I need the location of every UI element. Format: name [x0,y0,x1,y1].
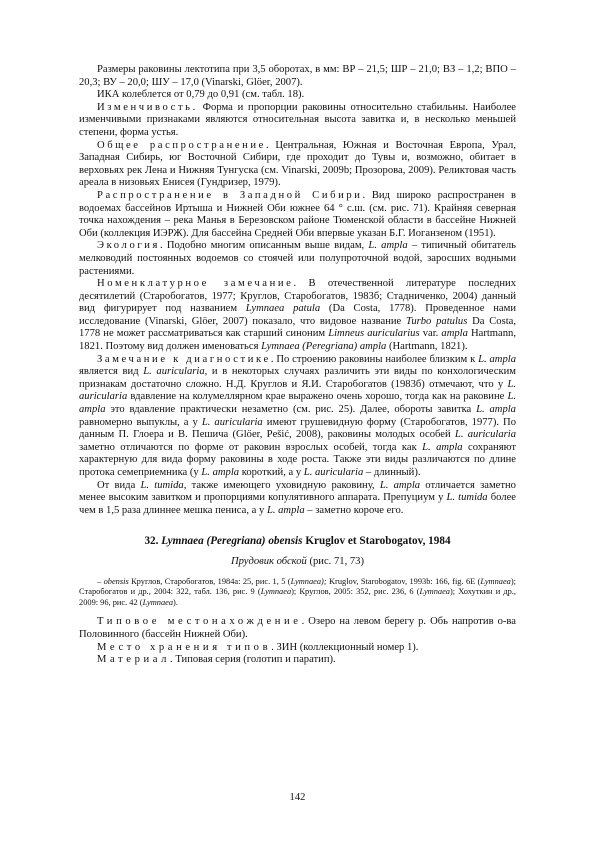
text-column [79,64,516,667]
section-label-type-depository: Место хранения типов [97,641,272,653]
paragraph-material: Материал. Типовая серия (голотип и паратип). [97,654,336,666]
section-label-ecology: Экология [97,240,161,252]
page-number: 142 [289,792,306,803]
section-label-diagnostics: Замечание к диагностике [97,353,271,365]
section-label-general-distribution: Общее распространение [97,139,266,151]
paragraph-nomenclature: Номенклатурное замечание. В отечественной литературе последних десятилетий (Старобогатов, 1977; Круглов, Старобогатов, 1983б; Стадниченко, 2004) данный вид фигурирует под названием Lymnaea patula (Da Costa, 1778). Проведенное нами исследование (Vinarski, Glöer, 2007) показало, что видовое название Turbo patulus Da Costa, 1778 не может рассматриваться как старший синоним Limneus auricularius var. ampla Hartmann, 1821. Поэтому вид должен именоваться Lymnaea (Peregriana) ampla (Hartmann, 1821). [79,278,517,353]
paragraph-diagnostics: Замечание к диагностике. По строению раковины наиболее близким к L. ampla является вид L. auricularia, и в некоторых случаях различить эти виды по конхологическим признакам достаточно сложно. Н.Д. Круглов и Я.И. Старобогатов (1983б) отмечают, что у L. auricularia вдавление на колумеллярном крае выражено очень хорошо, тогда как на раковине L. ampla это вдавление практически незаметно (см. рис. 25). Далее, обороты завитка L. ampla равномерно выпуклы, а у L. auricularia имеют грушевидную форму (Старобогатов, 1977). По данным П. Глоера и В. Пешича (Glöer, Pešić, 2008), раковины молодых особей L. auricularia заметно отличаются по форме от раковин взрослых особей, тогда как L. ampla сохраняют характерную для вида форму раковины в ходе роста. Также эти виды различаются по длине протока семеприемника (у L. ampla короткий, а у L. auricularia – длинный). [79,353,516,478]
section-label-material: Материал [97,654,171,666]
paragraph-shell-measurements: Размеры раковины лектотипа при 3,5 оборотах, в мм: ВР – 21,5; ШР – 21,0; ВЗ – 1,2; ВПО – 20,3; ВУ – 20,0; ШУ – 17,0 (Vinarski, Glöer, 2007). [79,64,516,88]
paragraph-west-siberia-distribution: Распространение в Западной Сибири. Вид широко распространен в водоемах бассейнов Иртыша и Нижней Оби южнее 64 ° с.ш. (см. рис. 71). Крайняя северная точка нахождения – река Манья в Березовском районе Тюменской области в бассейне Нижней Оби (коллекция ИЭРЖ). Для бассейна Средней Оби впервые указан Б.Г. Иоганзеном (1951). [79,189,516,239]
paragraph-type-locality: Типовое местонахождение. Озеро на левом берегу р. Обь напротив о-ва Половинного (бассейн Нижней Оби). [79,616,516,640]
section-label-type-locality: Типовое местонахождение [97,616,302,628]
paragraph-ika: ИКА колеблется от 0,79 до 0,91 (см. табл. 18). [97,89,305,101]
species-heading: 32. Lymnaea (Peregriana) obensis Kruglov et Starobogatov, 1984 [144,535,451,548]
species-common-name: Прудовик обской (рис. 71, 73) [231,555,364,567]
paragraph-ecology: Экология. Подобно многим описанным выше видам, L. ampla – типичный обитатель мелководий постоянных водоемов со стоячей или полупроточной водой, заросших водными растениями. [79,240,516,277]
paragraph-tumida-comparison: От вида L. tumida, также имеющего уховидную раковину, L. ampla отличается заметно менее высоким завитком и пропорциями копулятивного аппарата. Препуциум у L. tumida более чем в 1,5 раза длиннее мешка пениса, а у L. ampla – заметно короче его. [79,479,516,516]
paragraph-type-depository: Место хранения типов. ЗИН (коллекционный номер 1). [97,641,419,653]
section-label-west-siberia: Распространение в Западной Сибири [97,189,363,201]
section-label-variability: Изменчивость. [97,101,198,113]
paragraph-variability: Изменчивость. Форма и пропорции раковины относительно стабильны. Наиболее изменчивыми признаками являются относительная высота завитка и, в несколько меньшей степени, форма устья. [79,101,516,138]
paragraph-general-distribution: Общее распространение. Центральная, Южная и Восточная Европа, Урал, Западная Сибирь, юг Восточной Сибири, где проходит до Тувы и, возможно, обитает в верховьях рек Лена и Нижняя Тунгуска (см. Vinarski, 2009b; Прозорова, 2009). Реликтовая часть ареала в низовьях Енисея (Гундризер, 1979). [79,139,516,189]
synonymy-list: – obensis Круглов, Старобогатов, 1984a: 25, рис. 1, 5 (Lymnaea); Kruglov, Starobogatov, 1993b: 166, fig. 6E (Lymnaea); Старобогатов и др., 2004: 322, табл. 136, рис. 9 (Lymnaea); Круглов, 2005: 352, рис. 236, 6 (Lymnaea); Хохуткин и др., 2009: 96, рис. 42 (Lymnaea). [79,576,516,607]
section-label-nomenclature: Номенклатурное замечание [97,278,294,290]
